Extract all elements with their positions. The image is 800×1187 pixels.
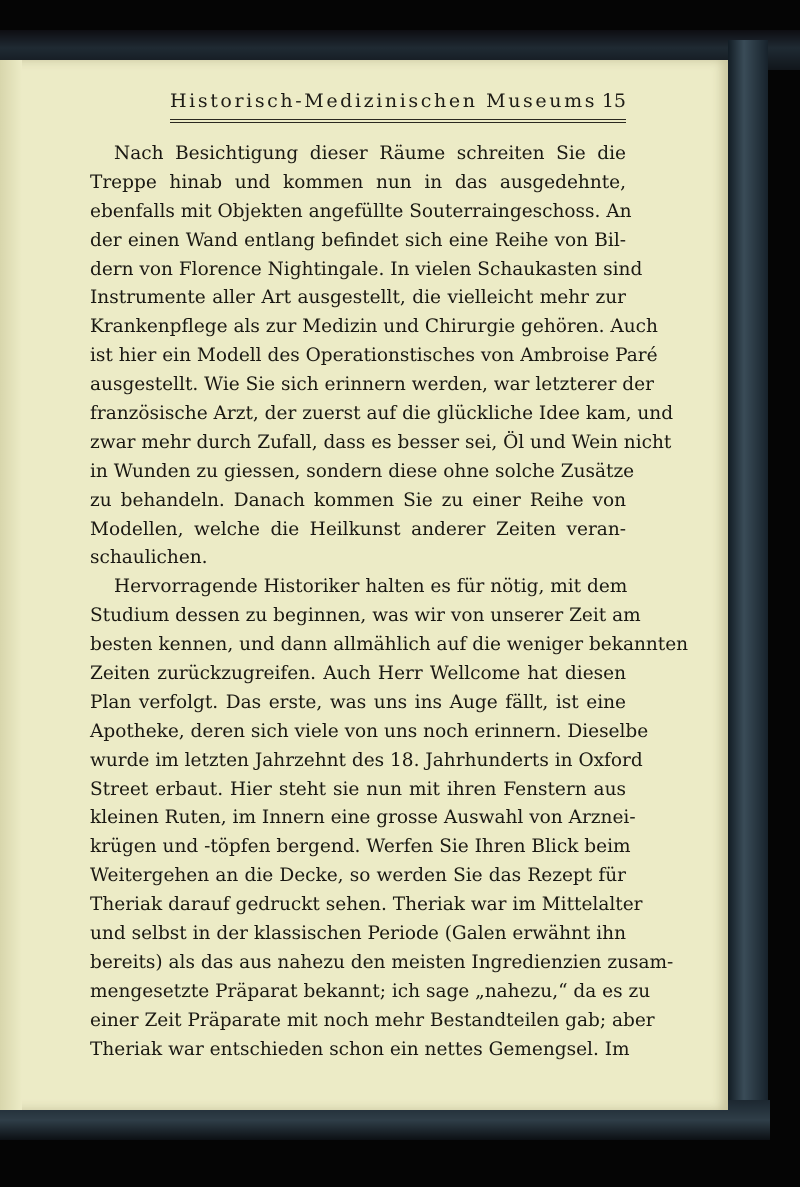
text-line: ist hier ein Modell des Operationstisches von Ambroise Paré [90, 345, 658, 367]
text-line: Theriak war entschieden schon ein nettes Gemengsel. Im [90, 1038, 630, 1060]
text-line: Instrumente aller Art ausgestellt, die vielleicht mehr zur [90, 287, 626, 309]
body-text [90, 140, 689, 1065]
page-number: 15 [601, 90, 626, 112]
text-line: Hervorragende Historiker halten es für nötig, mit dem [114, 576, 628, 598]
text-line: und selbst in der klassischen Periode (Galen erwähnt ihn [90, 923, 626, 945]
text-line: Krankenpflege als zur Medizin und Chirurgie gehören. Auch [90, 316, 658, 338]
text-line: besten kennen, und dann allmählich auf die weniger bekannten [90, 634, 689, 656]
text-line: Studium dessen zu beginnen, was wir von unserer Zeit am [90, 605, 641, 627]
running-head: Historisch-Medizinischen Museums [170, 90, 598, 112]
text-line: Apotheke, deren sich viele von uns noch erinnern. Dieselbe [90, 720, 649, 742]
text-line: Zeiten zurückzugreifen. Auch Herr Wellcome hat diesen [90, 663, 626, 685]
text-line: zu behandeln. Danach kommen Sie zu einer Reihe von [90, 489, 626, 511]
text-line: bereits) als das aus nahezu den meisten Ingredienzien zusam- [90, 951, 674, 973]
page-gutter-shadow [0, 60, 22, 1110]
text-line: wurde im letzten Jahrzehnt des 18. Jahrhunderts in Oxford [90, 749, 643, 771]
book-cover-right [728, 40, 768, 1140]
text-line: mengesetzte Präparat bekannt; ich sage „nahezu,“ da es zu [90, 980, 651, 1002]
text-line: französische Arzt, der zuerst auf die glückliche Idee kam, und [90, 403, 674, 425]
header-double-rule [170, 119, 626, 123]
text-line: zwar mehr durch Zufall, dass es besser sei, Öl und Wein nicht [90, 431, 672, 453]
text-line: einer Zeit Präparate mit noch mehr Bestandteilen gab; aber [90, 1009, 655, 1031]
text-line: Modellen, welche die Heilkunst anderer Zeiten veran- [90, 518, 626, 540]
text-line: ebenfalls mit Objekten angefüllte Souterraingeschoss. An [90, 200, 632, 222]
text-line: Street erbaut. Hier steht sie nun mit ihren Fenstern aus [90, 778, 626, 800]
text-line: in Wunden zu giessen, sondern diese ohne solche Zusätze [90, 460, 635, 482]
text-line: Plan verfolgt. Das erste, was uns ins Auge fällt, ist eine [90, 691, 626, 713]
text-line: Treppe hinab und kommen nun in das ausgedehnte, [90, 171, 626, 193]
text-line: Nach Besichtigung dieser Räume schreiten Sie die [114, 143, 626, 164]
text-line: kleinen Ruten, im Innern eine grosse Auswahl von Arznei- [90, 807, 636, 829]
text-line: Weitergehen an die Decke, so werden Sie das Rezept für [90, 865, 626, 887]
text-line: Theriak darauf gedruckt sehen. Theriak war im Mittelalter [90, 894, 643, 916]
text-line: schaulichen. [90, 547, 208, 569]
text-line: ausgestellt. Wie Sie sich erinnern werden, war letzterer der [90, 374, 654, 396]
text-line: krügen und -töpfen bergend. Werfen Sie Ihren Blick beim [90, 836, 631, 858]
text-line: dern von Florence Nightingale. In vielen Schaukasten sind [90, 258, 643, 280]
text-line: der einen Wand entlang befindet sich eine Reihe von Bil- [90, 229, 626, 251]
